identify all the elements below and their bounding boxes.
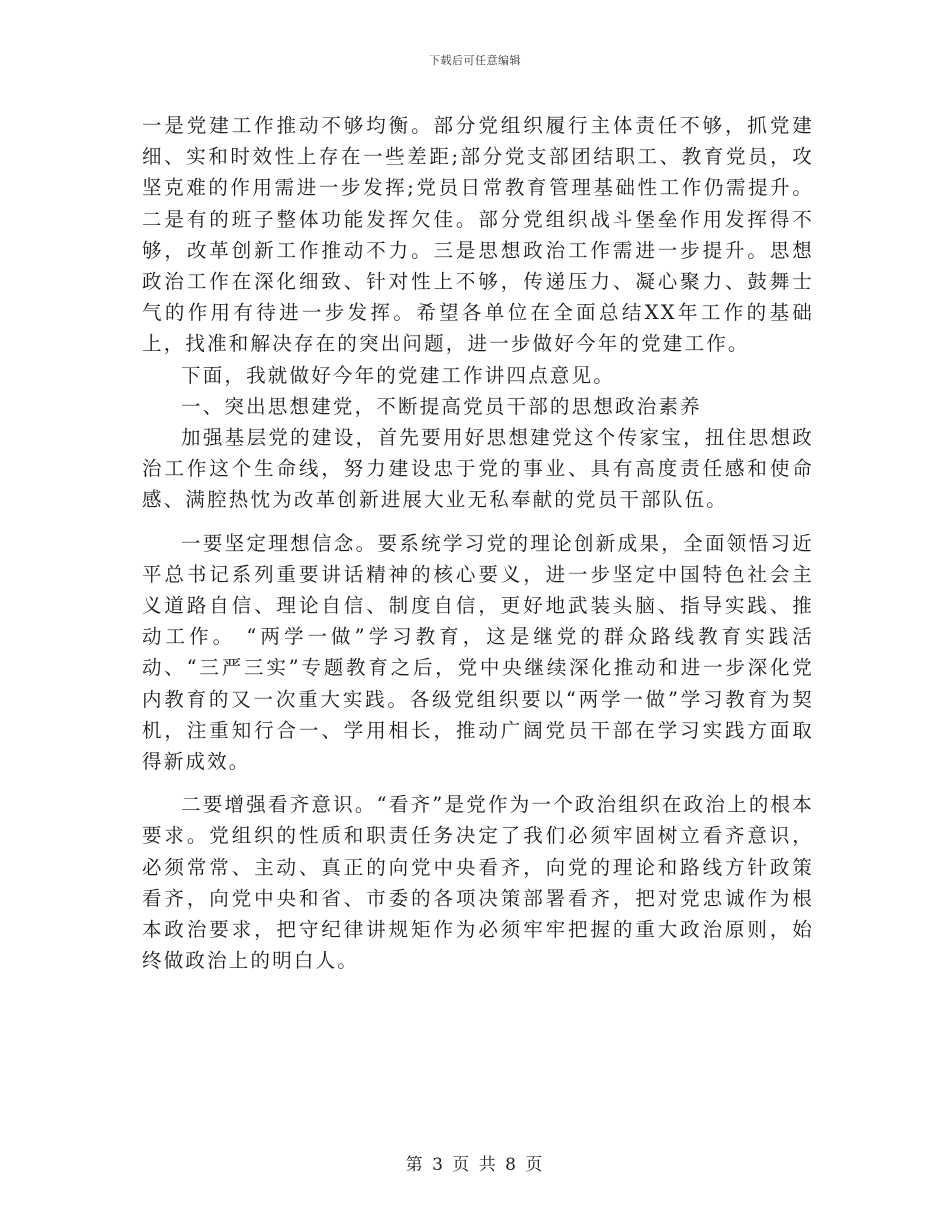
- document-body: [142, 110, 814, 976]
- paragraph-firm-ideals: 一要坚定理想信念。要系统学习党的理论创新成果，全面领悟习近平总书记系列重要讲话精神的核心要义，进一步坚定中国特色社会主义道路自信、理论自信、制度自信，更好地武装头脑、指导实践、推动工作。 “两学一做”学习教育，这是继党的群众路线教育实践活动、“三严三实”专题教育之后，党中央继续深化推动和进一步深化党内教育的又一次重大实践。各级党组织要以“两学一做”学习教育为契机，注重知行合一、学用相长，推动广阔党员干部在学习实践方面取得新成效。: [142, 531, 814, 774]
- paragraph-weaknesses: 一是党建工作推动不够均衡。部分党组织履行主体责任不够，抓党建细、实和时效性上存在一些差距;部分党支部团结职工、教育党员，攻坚克难的作用需进一步发挥;党员日常教育管理基础性工作仍需提升。二是有的班子整体功能发挥欠佳。部分党组织战斗堡垒作用发挥得不够，改革创新工作推动不力。三是思想政治工作需进一步提升。思想政治工作在深化细致、针对性上不够，传递压力、凝心聚力、鼓舞士气的作用有待进一步发挥。希望各单位在全面总结XX年工作的基础上，找准和解决存在的突出问题，进一步做好今年的党建工作。: [142, 114, 814, 356]
- page-number: 第 3 页 共 8 页: [405, 1155, 545, 1175]
- paragraph-alignment-awareness: 二要增强看齐意识。“看齐”是党作为一个政治组织在政治上的根本要求。党组织的性质和职责任务决定了我们必须牢固树立看齐意识，必须常常、主动、真正的向党中央看齐，向党的理论和路线方针政策看齐，向党中央和省、市委的各项决策部署看齐，把对党忠诚作为根本政治要求，把守纪律讲规矩作为必须牢牢把握的重大政治原则，始终做政治上的明白人。: [142, 793, 814, 973]
- paragraph-intro-opinions: 下面，我就做好今年的党建工作讲四点意见。: [181, 363, 616, 387]
- section-heading-1: 一、突出思想建党，不断提高党员干部的思想政治素养: [181, 394, 702, 418]
- paragraph-ideological-building: 加强基层党的建设，首先要用好思想建党这个传家宝，扭住思想政治工作这个生命线，努力建设忠于党的事业、具有高度责任感和使命感、满腔热忱为改革创新进展大业无私奉献的党员干部队伍。: [142, 426, 814, 512]
- page-header: 下载后可任意编辑: [429, 54, 521, 67]
